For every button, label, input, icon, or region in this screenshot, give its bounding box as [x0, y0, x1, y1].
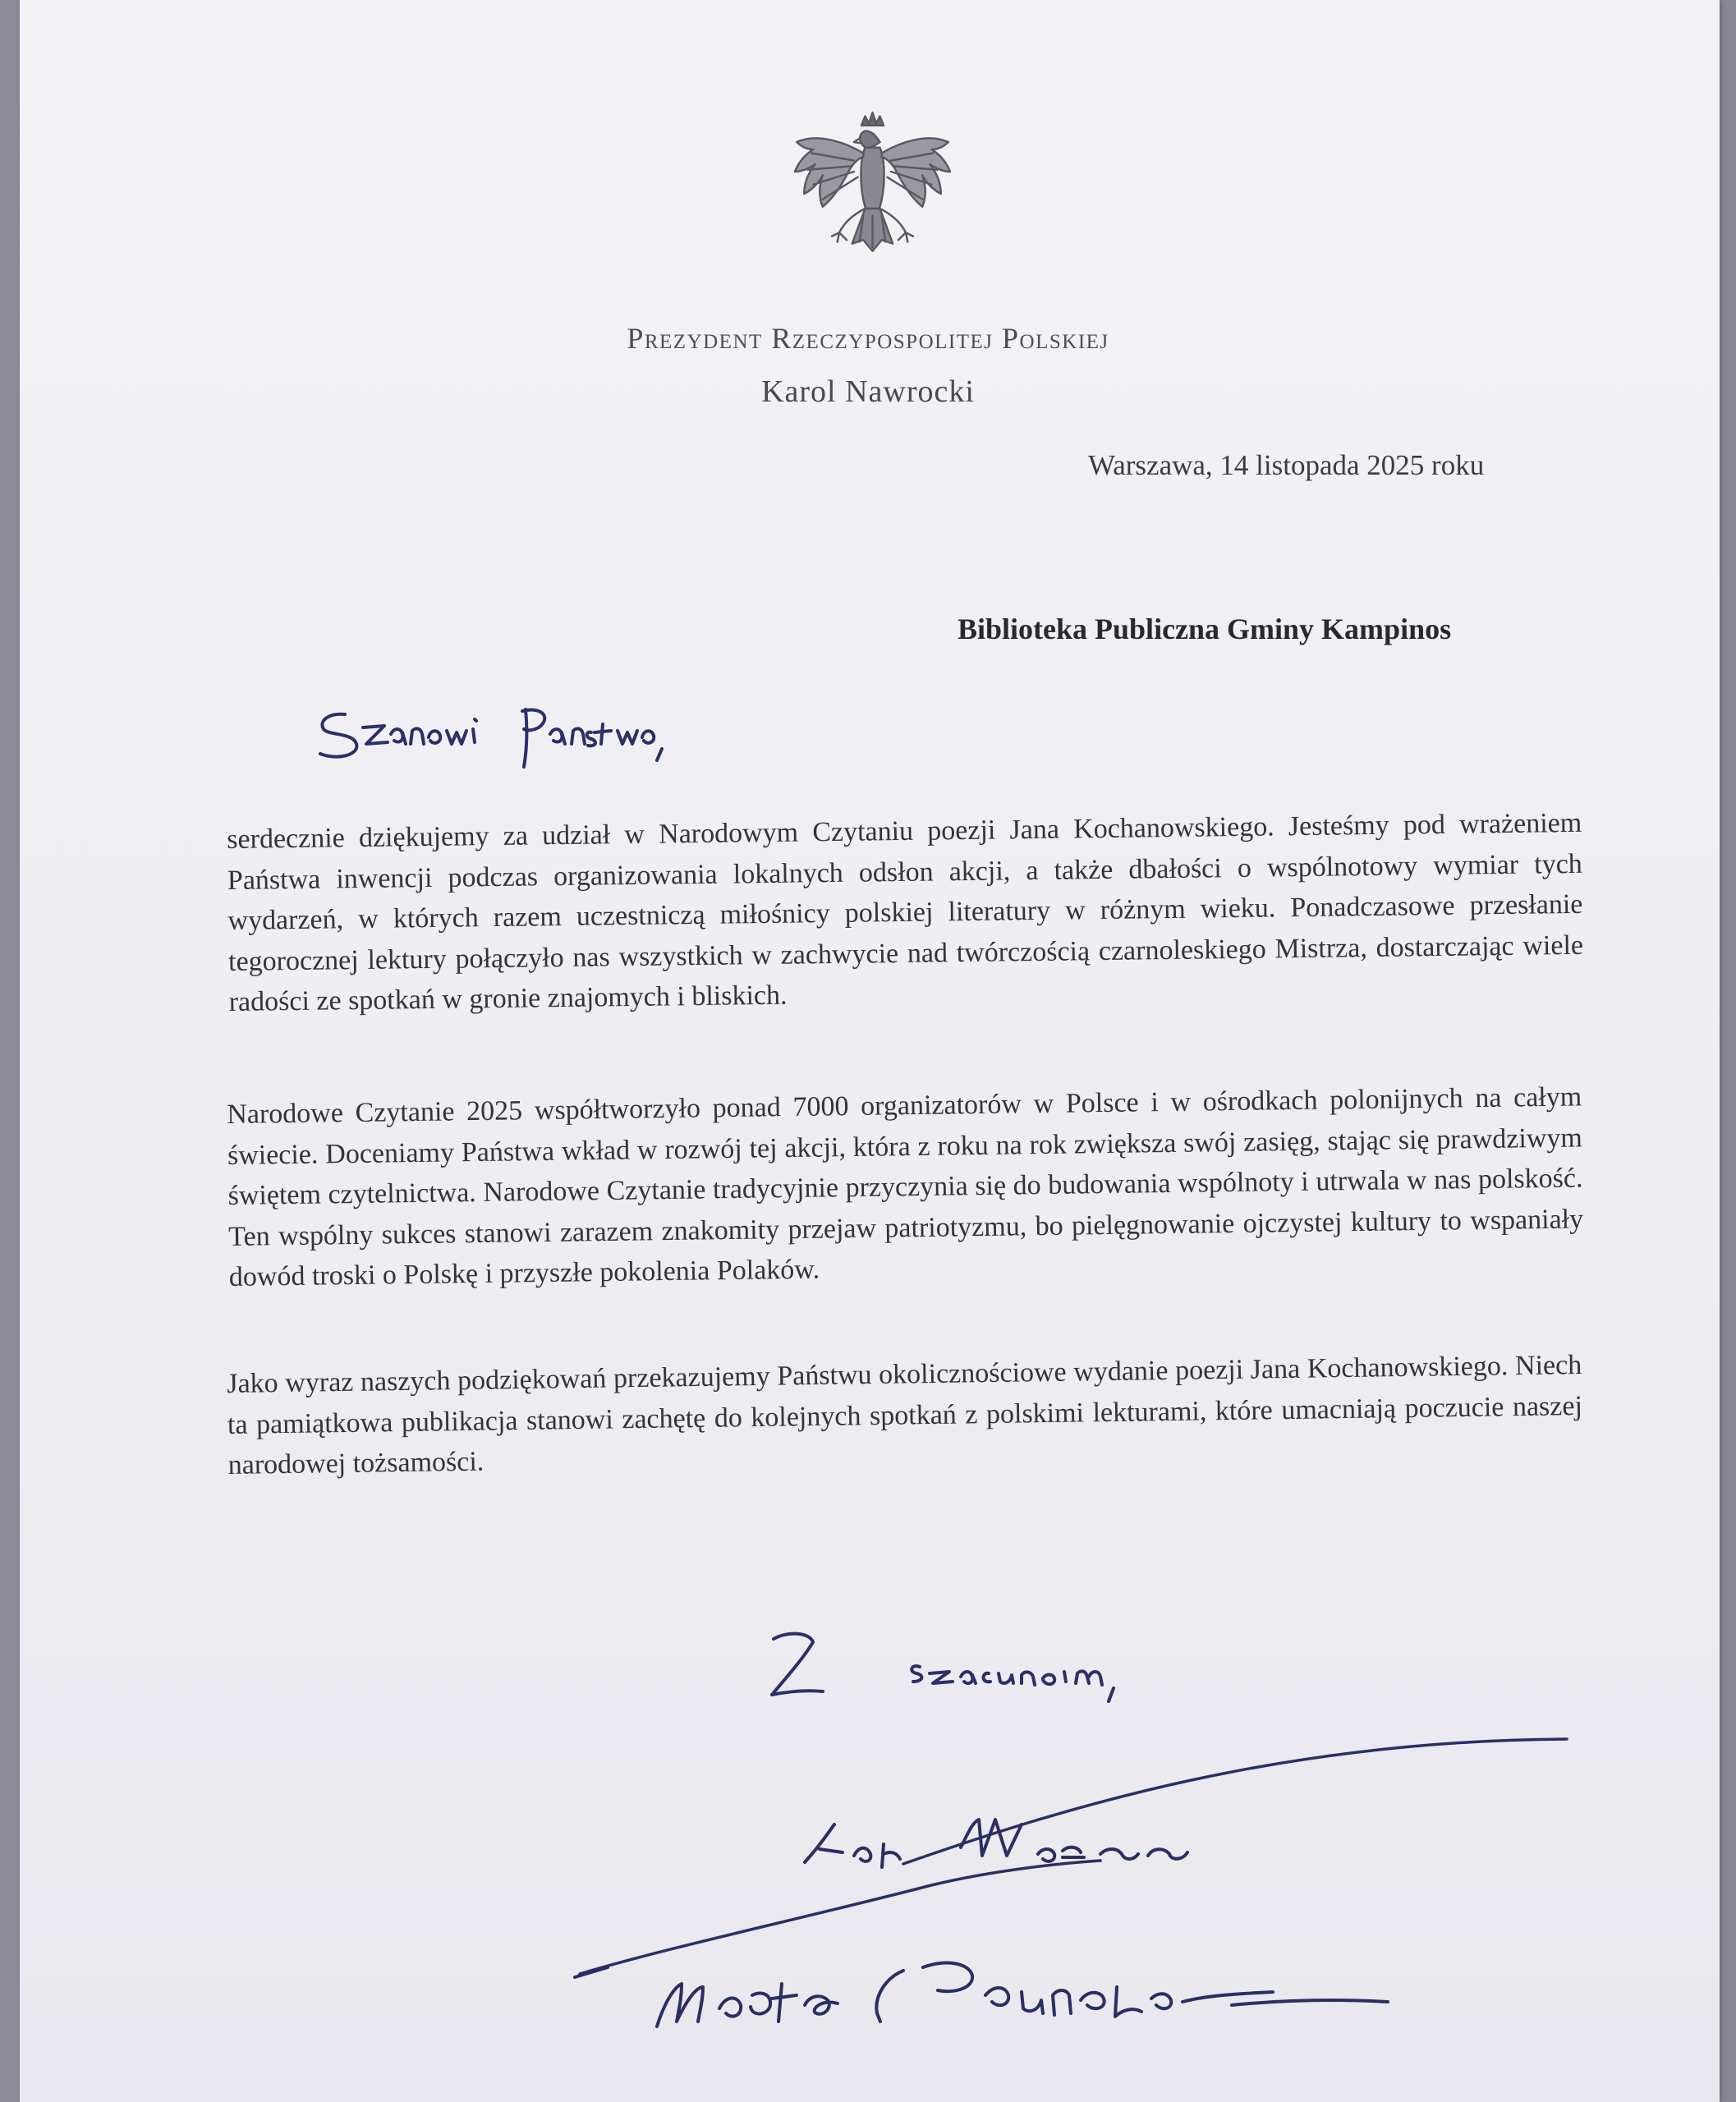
paragraph-1: serdecznie dziękujemy za udział w Narodowym Czytaniu poezji Jana Kochanowskiego. Jesteśmy pod wrażeniem Państwa inwencji podczas organizowania lokalnych odsłon akcji, a także dbałości o wspólnotowy wymiar tych wydarzeń, w których razem uczestniczą miłośnicy polskiej literatury w różnym wieku. Ponadczasowe przesłanie tegorocznej lektury połączyło nas wszystkich w zachwycie nad twórczością czarnoleskiego Mistrza, dostarczając wiele radości ze spotkań w gronie znajomych i bliskich. — [227, 807, 1584, 1017]
letter-date: Warszawa, 14 listopada 2025 roku — [1088, 449, 1485, 481]
paragraph-2: Narodowe Czytanie 2025 współtworzyło ponad 7000 organizatorów w Polsce i w ośrodkach polonijnych na całym świecie. Doceniamy Państwa wkład w rozwój tej akcji, która z roku na rok zwiększa swój zasięg, stając się prawdziwym świętem czytelnictwa. Narodowe Czytanie tradycyjnie przyczynia się do budowania wspólnoty i utrwala w nas polskość. Ten wspólny sukces stanowi zarazem znakomity przejaw patriotyzmu, bo pielęgnowanie ojczystej kultury to wspaniały dowód troski o Polskę i przyszłe pokolenia Polaków. — [227, 1081, 1584, 1292]
office-title: Prezydent Rzeczypospolitej Polskiej — [627, 322, 1109, 355]
signature — [558, 1716, 1593, 2028]
paragraph-3: Jako wyraz naszych podziękowań przekazujemy Państwu okolicznościowe wydanie poezji Jana Kochanowskiego. Niech ta pamiątkowa publikacja stanowi zachętę do kolejnych spotkań z polskimi lekturami, które umacniają poczucie naszej narodowej tożsamości. — [227, 1349, 1583, 1480]
sender-name: Karol Nawrocki — [761, 374, 975, 409]
handwritten-salutation — [312, 682, 870, 788]
recipient-name: Biblioteka Publiczna Gminy Kampinos — [958, 613, 1452, 645]
eagle-emblem-icon — [780, 105, 965, 290]
